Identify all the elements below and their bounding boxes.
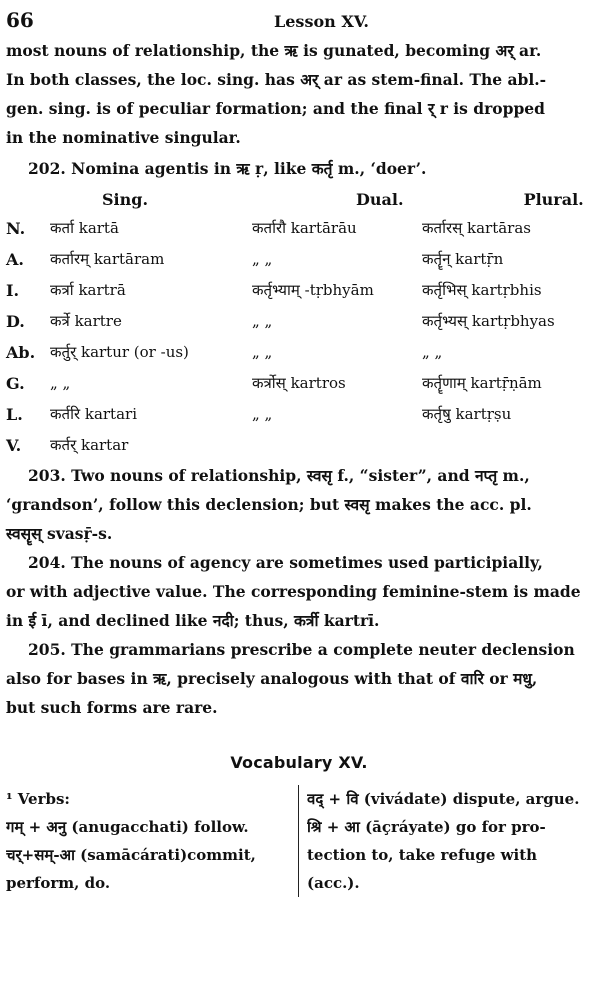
declension-row — [6, 213, 592, 244]
declension-row — [6, 275, 592, 306]
col-header-sing: Sing. — [102, 190, 149, 209]
page-header — [6, 6, 592, 36]
dual-form: कर्तृभ्याम् -tṛbhyām — [252, 281, 374, 299]
dual-form: „ „ — [252, 312, 273, 330]
case-label: Ab. — [6, 343, 36, 362]
sing-form: कर्तर् kartar — [50, 436, 129, 454]
sing-form: कर्तुर् kartur (or -us) — [50, 343, 189, 361]
declension-row — [6, 337, 592, 368]
plural-form: कर्तृभिस् kartṛbhis — [422, 281, 542, 299]
paragraph-202-heading — [6, 154, 592, 183]
vocab-line: ¹ Verbs: — [6, 790, 70, 808]
case-label: V. — [6, 436, 22, 455]
dual-form: „ „ — [252, 343, 273, 361]
sing-form: कर्तरि kartari — [50, 405, 137, 423]
text-line: स्वसॄस् svasṝ-s. — [6, 524, 113, 543]
paragraph-204 — [6, 548, 592, 635]
dual-form: कर्तारौ kartārāu — [252, 219, 357, 237]
text-line: but such forms are rare. — [6, 698, 218, 717]
text-line: most nouns of relationship, the ऋ is gunated, becoming अर् ar. — [6, 41, 542, 60]
case-label: L. — [6, 405, 23, 424]
text-line: 203. Two nouns of relationship, स्वसृ f., “sister”, and नप्तृ m., — [28, 466, 530, 485]
text-line: in ई ī, and declined like नदी; thus, कर्त्री kartrī. — [6, 611, 380, 630]
declension-row — [6, 244, 592, 275]
plural-form: कर्तॄणाम् kartṝṇām — [422, 374, 542, 392]
sing-form: कर्ता kartā — [50, 219, 119, 237]
plural-form: कर्तृभ्यस् kartṛbhyas — [422, 312, 555, 330]
text-line: also for bases in ऋ, precisely analogous with that of वारि or मधु, — [6, 669, 538, 688]
vocab-line: वद् + वि (vivádate) dispute, argue. — [307, 790, 580, 808]
text-line: In both classes, the loc. sing. has अर् ar as stem-final. The abl.- — [6, 70, 547, 89]
dual-form: „ „ — [252, 405, 273, 423]
case-label: G. — [6, 374, 25, 393]
vocabulary-left-column — [6, 785, 299, 897]
declension-row — [6, 399, 592, 430]
col-header-dual: Dual. — [356, 190, 404, 209]
col-header-plural: Plural. — [523, 190, 584, 209]
page-number: 66 — [6, 8, 34, 32]
sing-form: कर्तारम् kartāram — [50, 250, 165, 268]
vocab-line: perform, do. — [6, 874, 111, 892]
text-line: in the nominative singular. — [6, 128, 241, 147]
vocabulary-title: Vocabulary XV. — [230, 753, 368, 772]
text-line: or with adjective value. The corresponding feminine-stem is made — [6, 582, 581, 601]
vocab-line: tection to, take refuge with — [307, 846, 538, 864]
text-line: gen. sing. is of peculiar formation; and the final र् r is dropped — [6, 99, 545, 118]
intro-paragraph — [6, 36, 592, 152]
running-title: Lesson XV. — [274, 12, 369, 31]
declension-row — [6, 430, 592, 461]
case-label: I. — [6, 281, 20, 300]
declension-header — [6, 185, 592, 213]
case-label: A. — [6, 250, 24, 269]
sing-form: „ „ — [50, 374, 71, 392]
paragraph-203 — [6, 461, 592, 548]
text-line: ‘grandson’, follow this declension; but स्वसृ makes the acc. pl. — [6, 495, 532, 514]
vocab-line: (acc.). — [307, 874, 360, 892]
text-line: 205. The grammarians prescribe a complete neuter declension — [28, 640, 575, 659]
plural-form: कर्तृषु kartṛṣu — [422, 405, 512, 423]
case-label: D. — [6, 312, 25, 331]
vocab-line: गम् + अनु (anugacchati) follow. — [6, 818, 249, 836]
paragraph-text: Nomina agentis in ऋ ṛ, like कर्तृ m., ‘doer’. — [71, 159, 427, 178]
plural-form: कर्तारस् kartāras — [422, 219, 531, 237]
declension-row — [6, 306, 592, 337]
vocabulary-columns — [6, 785, 592, 897]
vocab-line: चर्+सम्-आ (samācárati)commit, — [6, 846, 256, 864]
declension-row — [6, 368, 592, 399]
text-line: 204. The nouns of agency are sometimes used participially, — [28, 553, 543, 572]
dual-form: कर्त्रोस् kartros — [252, 374, 346, 392]
sing-form: कर्त्रा kartrā — [50, 281, 126, 299]
vocab-line: श्रि + आ (āçráyate) go for pro- — [307, 818, 546, 836]
sing-form: कर्त्रे kartre — [50, 312, 122, 330]
plural-form: कर्तॄन् kartṝn — [422, 250, 504, 268]
vocabulary-right-column — [299, 785, 592, 897]
plural-form: „ „ — [422, 343, 443, 361]
dual-form: „ „ — [252, 250, 273, 268]
declension-table — [6, 185, 592, 461]
paragraph-number: 202. — [28, 159, 66, 178]
paragraph-205 — [6, 635, 592, 722]
case-label: N. — [6, 219, 26, 238]
